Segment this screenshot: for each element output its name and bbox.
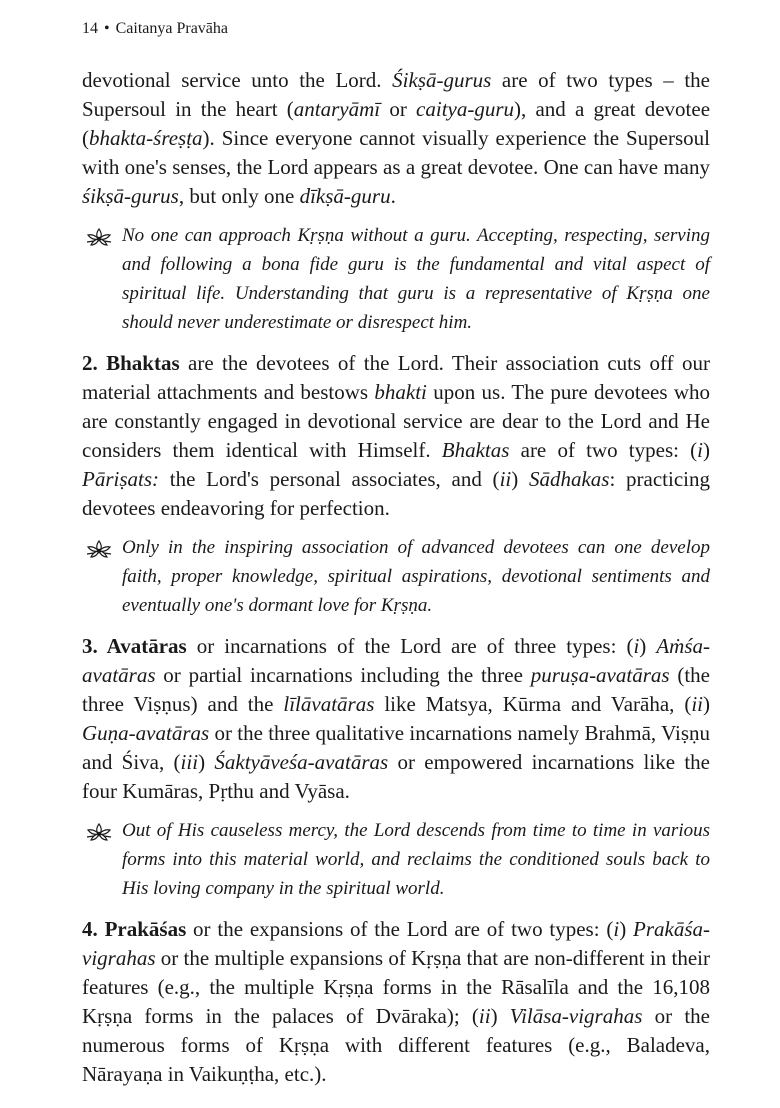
- intro-paragraph: [82, 66, 710, 211]
- section-number: 4.: [82, 917, 105, 941]
- section-number: 2.: [82, 351, 107, 375]
- text-run: or the expansions of the Lord are of two types: (: [186, 917, 614, 941]
- text-run: ): [703, 438, 710, 462]
- term-diksa-guru: dīkṣā-guru: [299, 184, 391, 208]
- text-run: ): [511, 467, 529, 491]
- term-bhaktas: Bhaktas: [441, 438, 510, 462]
- text-run: or: [380, 97, 417, 121]
- lotus-flower-icon: [84, 820, 114, 844]
- term-antaryami: antaryāmī: [293, 97, 381, 121]
- text-run: ): [490, 1004, 510, 1028]
- section-avataras: [82, 632, 710, 806]
- text-run: or incarnations of the Lord are of three types: (: [186, 634, 634, 658]
- section-title: Avatāras: [106, 634, 187, 658]
- note-mercy: [82, 816, 710, 903]
- term-amsa-avataras: Aṁśa-avatāras: [82, 634, 710, 687]
- text-run: are of two types: (: [509, 438, 698, 462]
- section-title: Bhaktas: [106, 351, 180, 375]
- section-number: 3.: [82, 634, 107, 658]
- text-run: , but only one: [178, 184, 300, 208]
- term-prakasa-vigrahas: Prakāśa-vigrahas: [82, 917, 710, 970]
- text-run: or empowered incarnations like the four Kumāras, Pṛthu and Vyāsa.: [82, 750, 710, 803]
- text-run: ): [703, 692, 710, 716]
- text-run: or the numerous forms of Kṛṣṇa with different features (e.g., Baladeva, Nārayaṇa in Vaikuṇṭha, etc.).: [82, 1004, 710, 1086]
- text-run: like Matsya, Kūrma and Varāha, (: [374, 692, 692, 716]
- note-association: [82, 533, 710, 620]
- running-header: [82, 14, 710, 44]
- page-number: 14: [82, 20, 98, 37]
- section-bhaktas: [82, 349, 710, 523]
- note-text: Out of His causeless mercy, the Lord descends from time to time in various forms into this material world, and reclaims the conditioned souls back to His loving company in the spiritual world.: [122, 820, 710, 899]
- text-run: ). Since everyone cannot visually experience the Supersoul with one's senses, the Lord appears as a great devotee. One can have many: [82, 126, 710, 179]
- list-marker: i: [633, 634, 640, 658]
- note-text: No one can approach Kṛṣṇa without a guru. Accepting, respecting, serving and following a bona fide guru is the fundamental and vital aspect of spiritual life. Understanding that guru is a representative of Kṛṣṇa one should never underestimate or disrespect him.: [122, 225, 710, 333]
- term-purusa-avataras: puruṣa-avatāras: [530, 663, 670, 687]
- list-marker: ii: [499, 467, 512, 491]
- note-text: Only in the inspiring association of advanced devotees can one develop faith, proper knowledge, spiritual aspirations, devotional sentiments and eventually one's dormant love for Kṛṣṇa.: [122, 537, 710, 616]
- list-marker: ii: [691, 692, 703, 716]
- text-run: are the devotees of the Lord. Their association cuts off our material attachments and bestows: [82, 351, 710, 404]
- text-run: ): [619, 917, 633, 941]
- text-run: ): [198, 750, 215, 774]
- list-marker: ii: [478, 1004, 491, 1028]
- term-saktyavesa-avataras: Śaktyāveśa-avatāras: [214, 750, 389, 774]
- term-caitya-guru: caitya-guru: [416, 97, 515, 121]
- text-run: : practicing devotees endeavoring for perfection.: [82, 467, 711, 520]
- book-page: [82, 14, 710, 1089]
- text-run: ), and a great devotee (: [82, 97, 711, 150]
- term-sadhakas: Sādhakas: [528, 467, 610, 491]
- term-siksa-gurus: Śikṣā-gurus: [392, 68, 492, 92]
- term-guna-avataras: Guṇa-avatāras: [82, 721, 210, 745]
- lotus-flower-icon: [84, 537, 114, 561]
- term-bhakta-srestha: bhakta-śreṣṭa: [89, 126, 203, 150]
- term-parisats: Pāriṣats:: [82, 467, 160, 491]
- text-run: (the three Viṣṇus) and the: [82, 663, 710, 716]
- header-separator: •: [104, 20, 110, 37]
- section-prakasas: [82, 915, 710, 1089]
- text-run: the Lord's personal associates, and (: [159, 467, 500, 491]
- text-run: or partial incarnations including the three: [155, 663, 531, 687]
- term-siksa-gurus: śikṣā-gurus: [82, 184, 179, 208]
- text-run: upon us. The pure devotees who are constantly engaged in devotional service are dear to the Lord and He considers them identical with Himself.: [82, 380, 710, 462]
- text-run: or the multiple expansions of Kṛṣṇa that are non-different in their features (e.g., the multiple Kṛṣṇa forms in the Rāsalīla and the 16,108 Kṛṣṇa forms in the palaces of Dvāraka); (: [82, 946, 710, 1028]
- text-run: devotional service unto the Lord.: [82, 68, 393, 92]
- book-title: Caitanya Pravāha: [115, 20, 229, 37]
- lotus-flower-icon: [84, 225, 114, 249]
- note-guru: [82, 221, 710, 337]
- text-run: or the three qualitative incarnations namely Brahmā, Viṣṇu and Śiva, (: [82, 721, 710, 774]
- term-vilasa-vigrahas: Vilāsa-vigrahas: [509, 1004, 643, 1028]
- text-run: ): [639, 634, 657, 658]
- text-run: .: [390, 184, 396, 208]
- list-marker: iii: [180, 750, 199, 774]
- term-lilavataras: līlāvatāras: [283, 692, 375, 716]
- list-marker: i: [613, 917, 620, 941]
- text-run: are of two types – the Supersoul in the heart (: [82, 68, 710, 121]
- list-marker: i: [697, 438, 703, 462]
- section-title: Prakāśas: [104, 917, 187, 941]
- term-bhakti: bhakti: [374, 380, 427, 404]
